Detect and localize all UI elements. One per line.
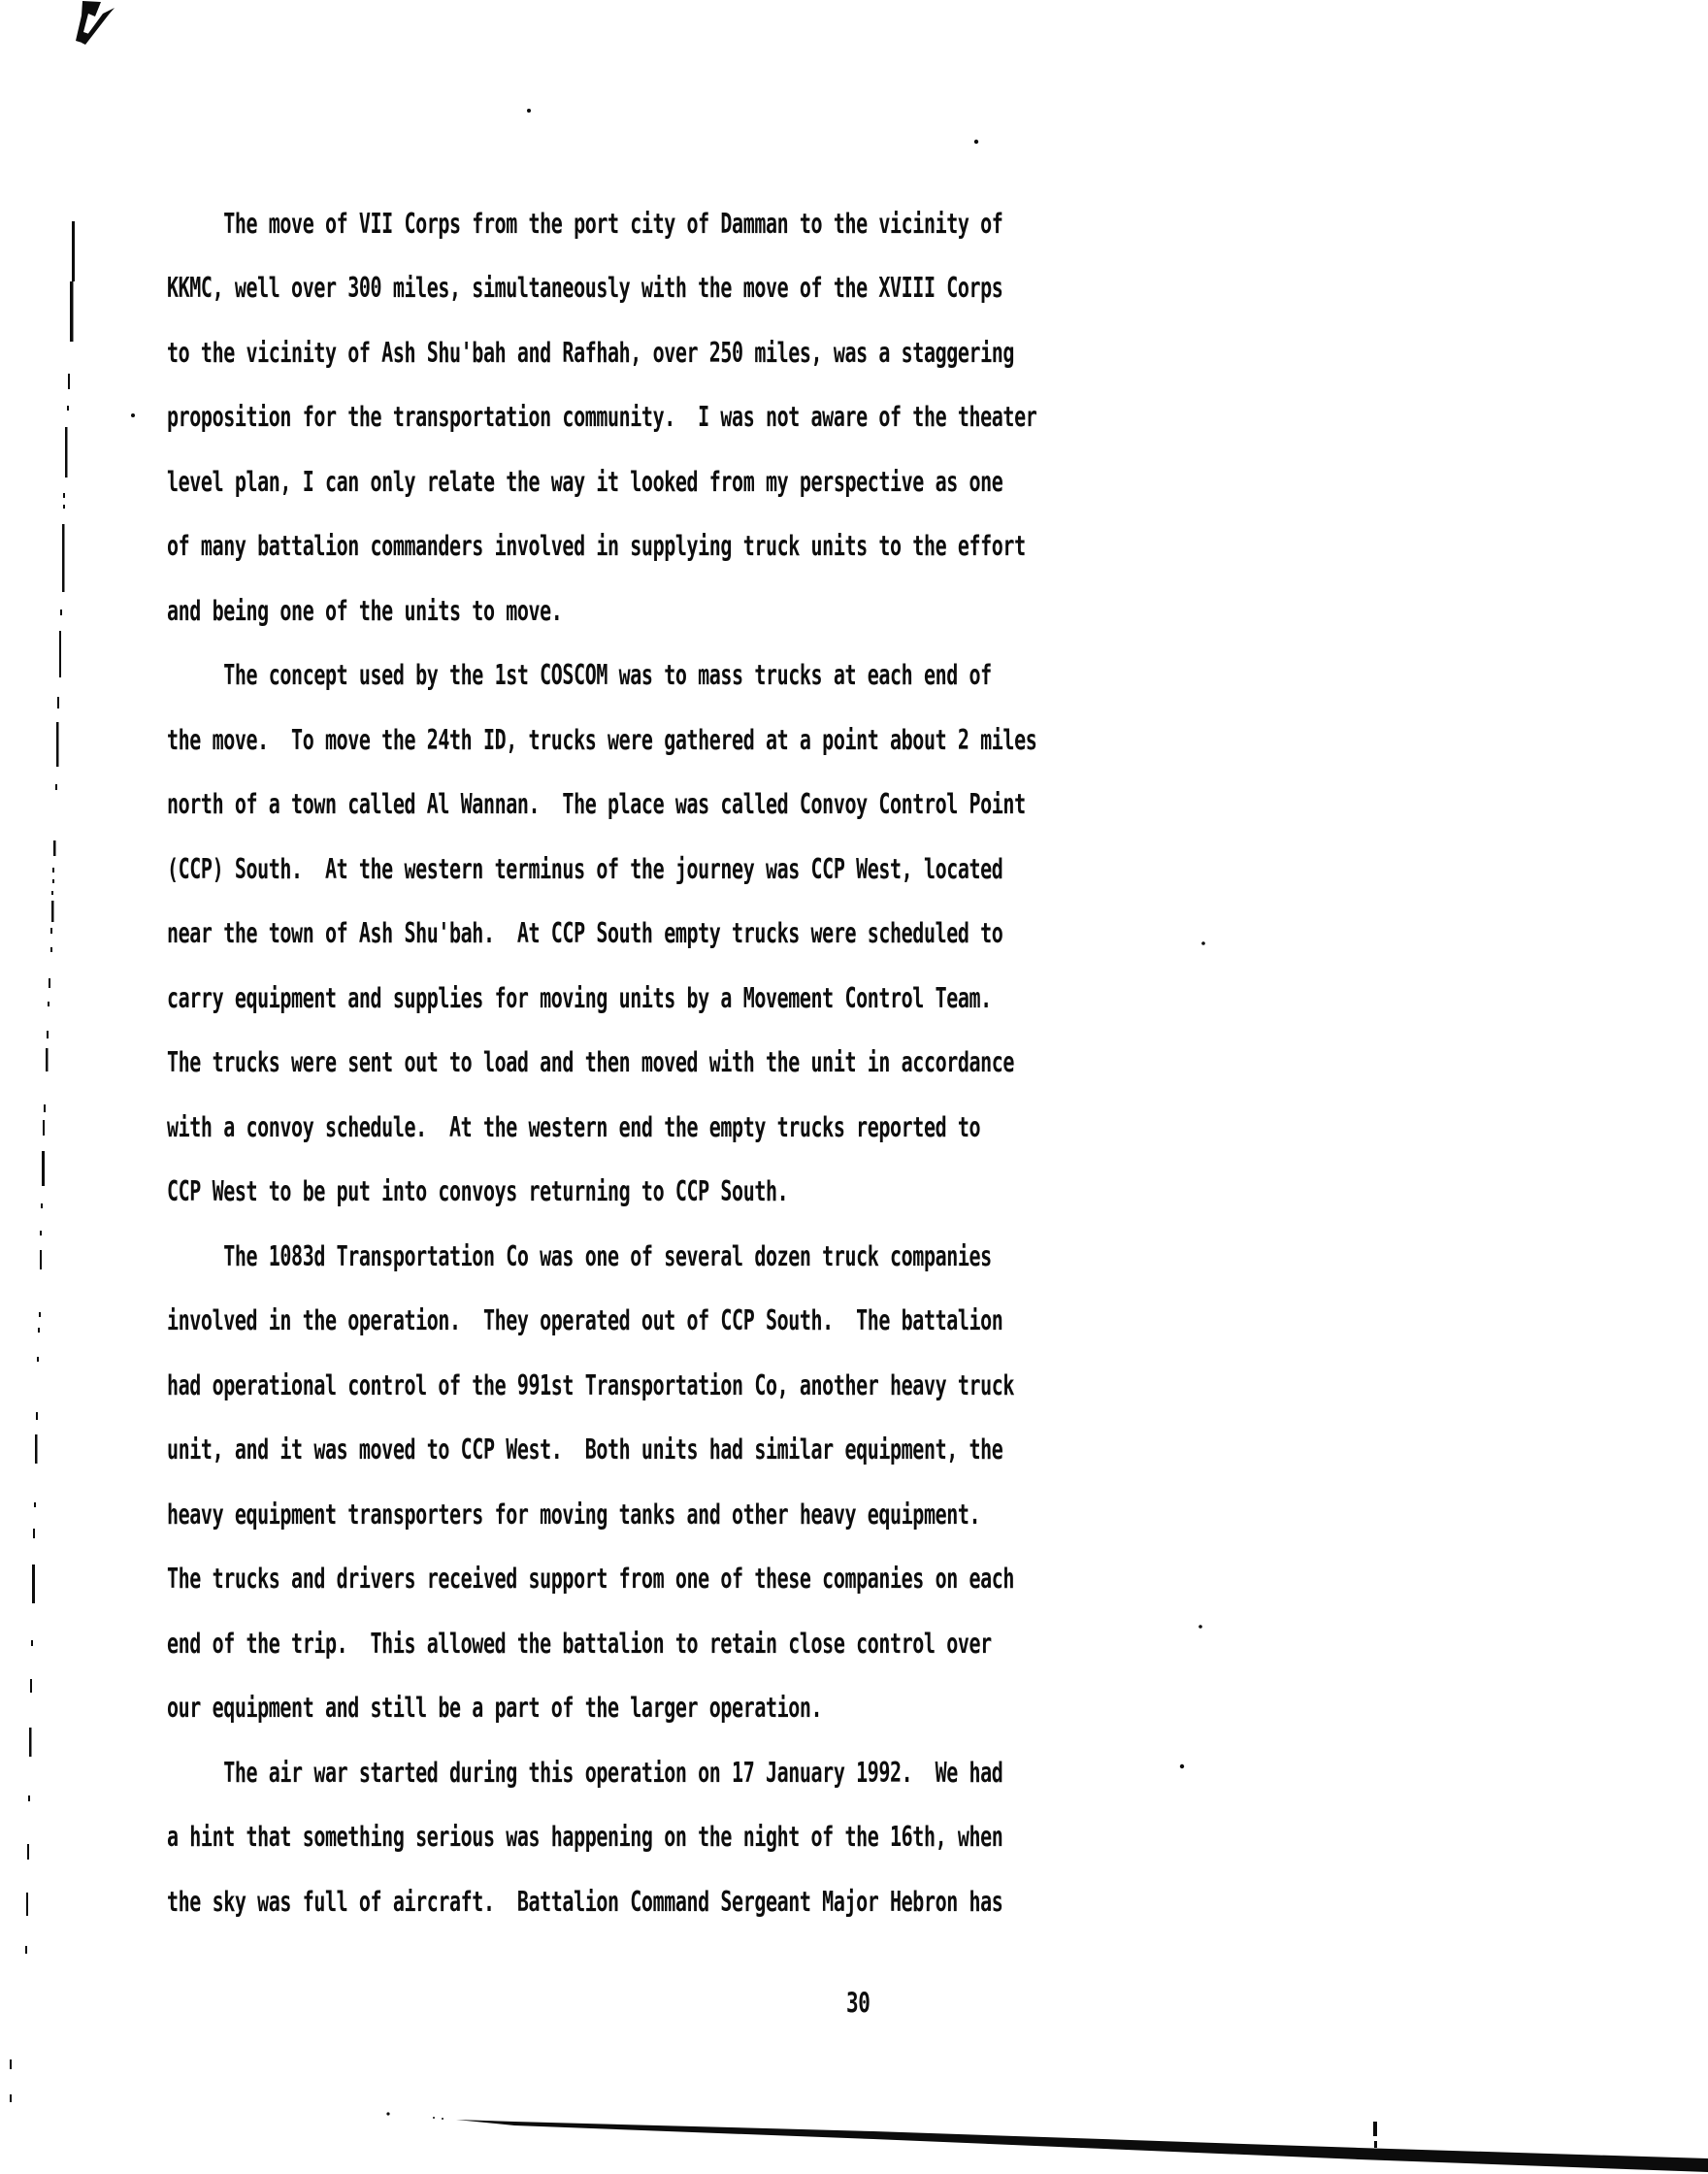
text-line: a hint that something serious was happening on the night of the 16th, when <box>167 1819 1003 1853</box>
text-line: (CCP) South. At the western terminus of the journey was CCP West, located <box>167 851 1003 885</box>
text-line: KKMC, well over 300 miles, simultaneously with the move of the XVIII Corps <box>167 270 1003 304</box>
text-line: involved in the operation. They operated out of CCP South. The battalion <box>167 1302 1003 1336</box>
handwritten-mark-icon <box>76 1 115 45</box>
document-body <box>167 184 1312 1927</box>
text-line: The concept used by the 1st COSCOM was to mass trucks at each end of <box>167 657 992 691</box>
text-line: to the vicinity of Ash Shu'bah and Rafhah, over 250 miles, was a staggering <box>167 335 1015 369</box>
text-line: proposition for the transportation community. I was not aware of the theater <box>167 399 1037 433</box>
text-line: The trucks and drivers received support from one of these companies on each <box>167 1561 1015 1595</box>
text-line: of many battalion commanders involved in supplying truck units to the effort <box>167 528 1026 562</box>
text-line: The 1083d Transportation Co was one of several dozen truck companies <box>167 1238 992 1272</box>
left-margin-scan-artifacts <box>10 221 75 2102</box>
text-line: unit, and it was moved to CCP West. Both units had similar equipment, the <box>167 1432 1003 1466</box>
text-line: north of a town called Al Wannan. The place was called Convoy Control Point <box>167 786 1026 820</box>
text-line: level plan, I can only relate the way it looked from my perspective as one <box>167 464 1003 498</box>
text-line: near the town of Ash Shu'bah. At CCP South empty trucks were scheduled to <box>167 915 1003 949</box>
text-line: end of the trip. This allowed the battalion to retain close control over <box>167 1626 992 1660</box>
text-line: and being one of the units to move. <box>167 593 563 627</box>
text-line: The air war started during this operation on 17 January 1992. We had <box>167 1755 1003 1789</box>
text-line: The trucks were sent out to load and then moved with the unit in accordance <box>167 1044 1015 1078</box>
text-line: carry equipment and supplies for moving units by a Movement Control Team. <box>167 980 992 1014</box>
text-line: our equipment and still be a part of the larger operation. <box>167 1690 823 1724</box>
text-line: with a convoy schedule. At the western end the empty trucks reported to <box>167 1109 981 1143</box>
text-line: the sky was full of aircraft. Battalion Command Sergeant Major Hebron has <box>167 1884 1003 1918</box>
text-line: the move. To move the 24th ID, trucks were gathered at a point about 2 miles <box>167 722 1037 756</box>
bottom-scan-edge <box>456 2120 1708 2172</box>
text-line: The move of VII Corps from the port city of Damman to the vicinity of <box>167 206 1003 240</box>
page-number: 30 <box>846 1988 870 2020</box>
text-line: heavy equipment transporters for moving tanks and other heavy equipment. <box>167 1497 981 1531</box>
text-line: had operational control of the 991st Transportation Co, another heavy truck <box>167 1367 1015 1401</box>
text-line: CCP West to be put into convoys returning to CCP South. <box>167 1173 789 1207</box>
